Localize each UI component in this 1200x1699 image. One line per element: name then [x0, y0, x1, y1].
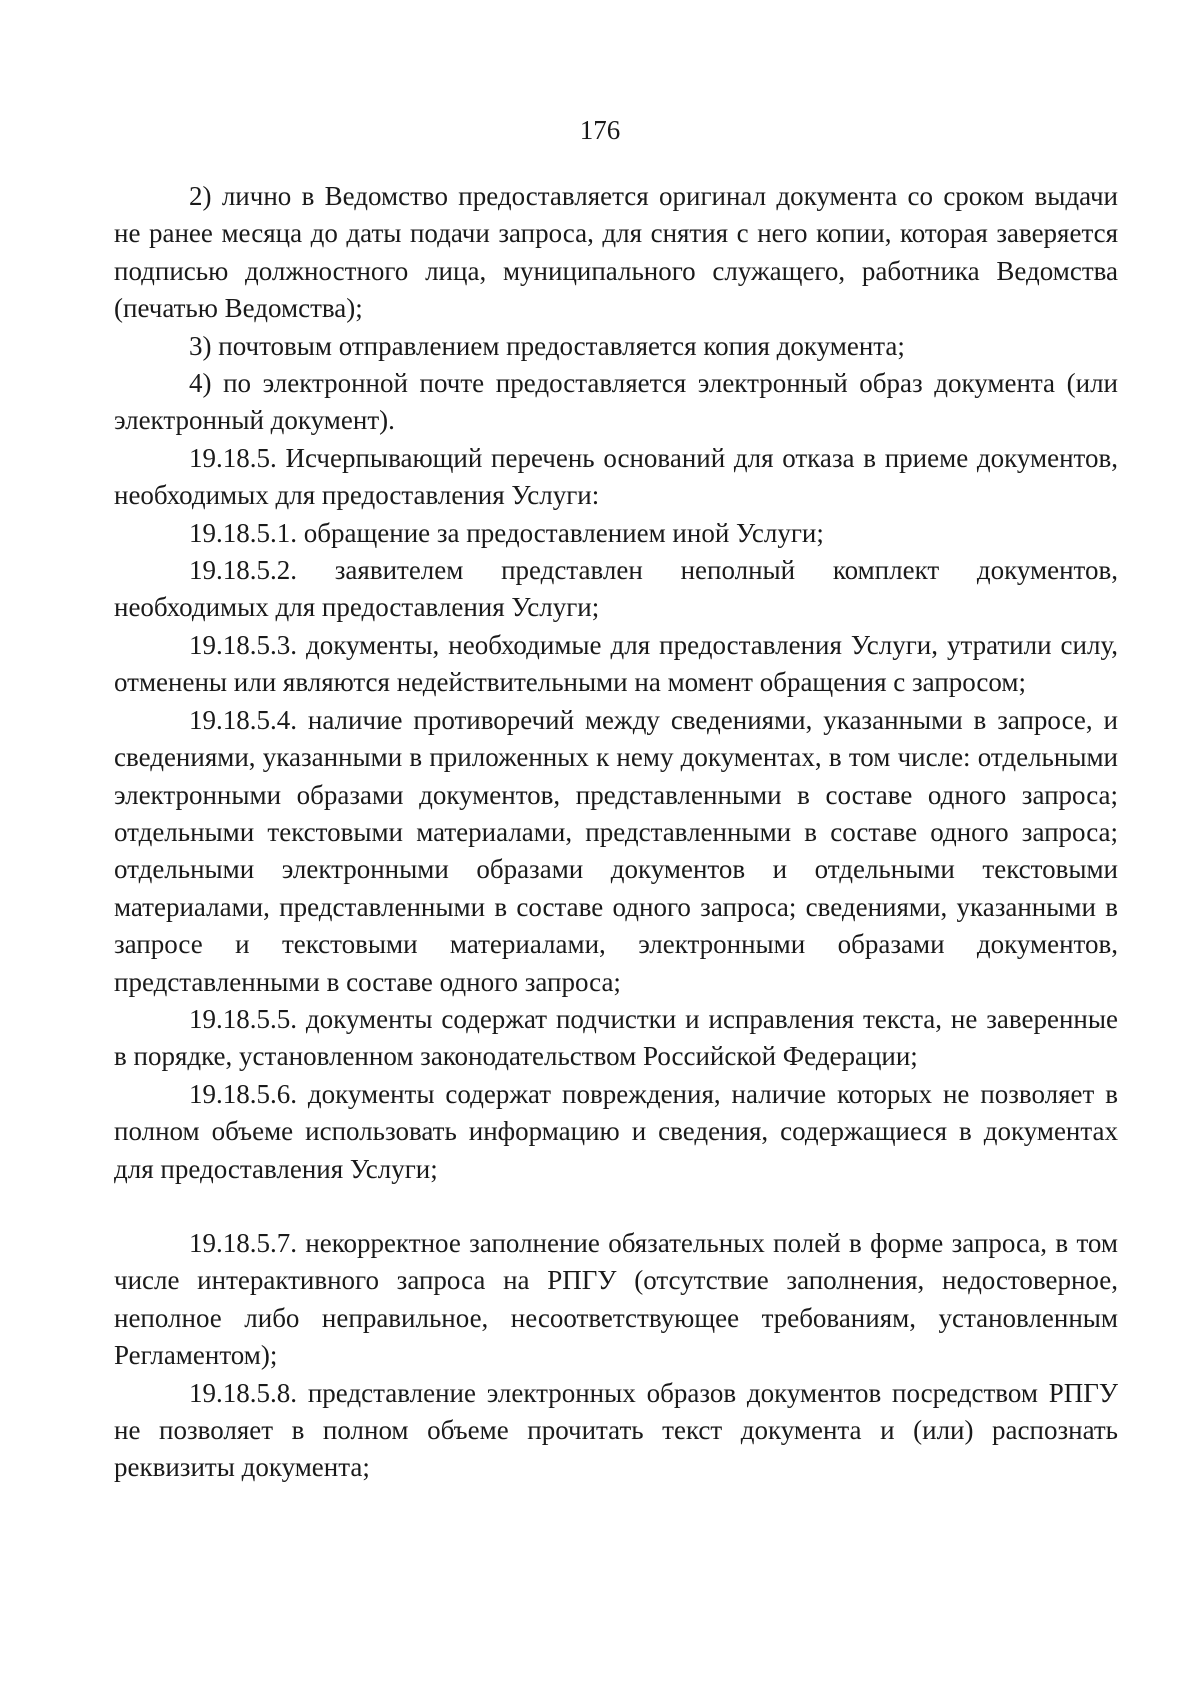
paragraph-19-18-5-3: 19.18.5.3. документы, необходимые для предоставления Услуги, утратили силу, отменены или являются недействительными на момент обращения с запросом; — [114, 629, 1118, 698]
paragraph-19-18-5: 19.18.5. Исчерпывающий перечень оснований для отказа в приеме документов, необходимых для предоставления Услуги: — [114, 442, 1118, 511]
paragraph-gap — [114, 1188, 1118, 1225]
document-body — [114, 178, 1118, 1487]
paragraph-item-2: 2) лично в Ведомство предоставляется оригинал документа со сроком выдачи не ранее месяца до даты подачи запроса, для снятия с него копии, которая заверяется подписью должностного лица, муниципального служащего, работника Ведомства (печатью Ведомства); — [114, 181, 1118, 324]
paragraph-19-18-5-7: 19.18.5.7. некорректное заполнение обязательных полей в форме запроса, в том числе интерактивного запроса на РПГУ (отсутствие заполнения, недостоверное, неполное либо неправильное, несоответствующее требованиям, установленным Регламентом); — [114, 1227, 1118, 1371]
page-number: 176 — [579, 115, 621, 145]
paragraph-19-18-5-5: 19.18.5.5. документы содержат подчистки и исправления текста, не заверенные в порядке, установленном законодательством Российской Федерации; — [114, 1003, 1118, 1072]
paragraph-19-18-5-2: 19.18.5.2. заявителем представлен неполный комплект документов, необходимых для предоставления Услуги; — [114, 555, 1118, 623]
paragraph-19-18-5-8: 19.18.5.8. представление электронных образов документов посредством РПГУ не позволяет в полном объеме прочитать текст документа и (или) распознать реквизиты документа; — [114, 1377, 1118, 1483]
paragraph-19-18-5-1: 19.18.5.1. обращение за предоставлением иной Услуги; — [189, 517, 824, 548]
paragraph-item-4: 4) по электронной почте предоставляется электронный образ документа (или электронный документ). — [114, 368, 1118, 436]
paragraph-19-18-5-6: 19.18.5.6. документы содержат повреждения, наличие которых не позволяет в полном объеме использовать информацию и сведения, содержащиеся в документах для предоставления Услуги; — [114, 1078, 1118, 1184]
paragraph-item-3: 3) почтовым отправлением предоставляется копия документа; — [189, 330, 905, 361]
paragraph-19-18-5-4: 19.18.5.4. наличие противоречий между сведениями, указанными в запросе, и сведениями, указанными в приложенных к нему документах, в том числе: отдельными электронными образами документов, представленными в составе одного запроса; отдельными текстовыми материалами, представленными в составе одного запроса; отдельными электронными образами документов и отдельными текстовыми материалами, представленными в составе одного запроса; сведениями, указанными в запросе и текстовыми материалами, электронными образами документов, представленными в составе одного запроса; — [114, 704, 1118, 997]
